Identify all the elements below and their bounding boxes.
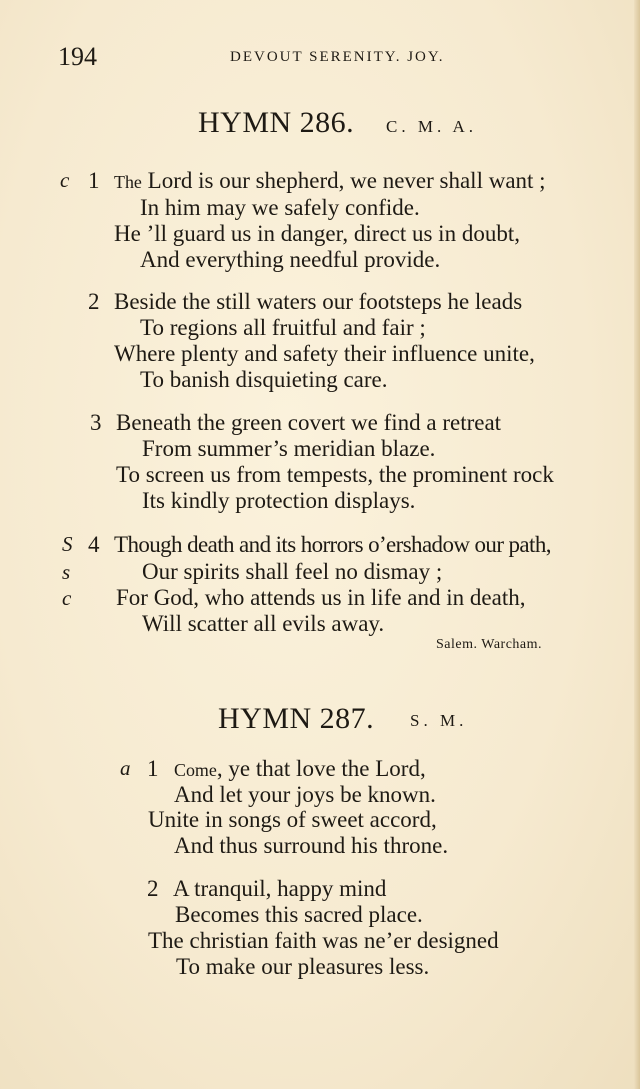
- verse-line: For God, who attends us in life and in death,: [116, 585, 526, 610]
- small-caps-lead: Come: [174, 760, 217, 780]
- verse-number: 1: [147, 756, 159, 781]
- page-number: 194: [58, 42, 97, 71]
- verse-number: 2: [88, 289, 100, 314]
- verse-line: Our spirits shall feel no dismay ;: [142, 559, 443, 584]
- hymn-286-meter: C. M. A.: [386, 117, 478, 136]
- verse-line: And let your joys be known.: [174, 782, 436, 807]
- verse-number: 4: [88, 532, 100, 557]
- verse-line: From summer’s meridian blaze.: [142, 436, 436, 461]
- verse-line: Will scatter all evils away.: [142, 611, 385, 636]
- hymn-287-title: HYMN 287.: [218, 702, 375, 735]
- verse-line: And everything needful provide.: [140, 247, 441, 272]
- verse-line: In him may we safely confide.: [140, 195, 420, 220]
- verse-line: Where plenty and safety their influence unite,: [114, 341, 535, 366]
- dynamic-mark: c: [62, 586, 72, 610]
- verse-line: To banish disquieting care.: [140, 367, 388, 392]
- dynamic-mark: S: [62, 532, 73, 556]
- verse-number: 1: [88, 168, 100, 193]
- verse-number: 2: [147, 876, 159, 901]
- verse-line: He ’ll guard us in danger, direct us in doubt,: [114, 221, 520, 246]
- verse-line: Becomes this sacred place.: [175, 902, 423, 927]
- verse-line: To make our pleasures less.: [176, 954, 430, 979]
- verse-line: Its kindly protection displays.: [142, 488, 416, 513]
- page-edge: [634, 0, 640, 1089]
- hymn-286-title: HYMN 286.: [198, 106, 355, 139]
- verse-line: Beneath the green covert we find a retreat: [116, 410, 502, 435]
- dynamic-mark: a: [120, 756, 131, 780]
- verse-number: 3: [90, 410, 102, 435]
- verse-line: [114, 169, 546, 192]
- verse-line-rest: Lord is our shepherd, we never shall want ;: [141, 168, 546, 193]
- verse-line: Though death and its horrors o’ershadow our path,: [114, 532, 551, 557]
- small-caps-lead: The: [114, 172, 142, 192]
- verse-line: Unite in songs of sweet accord,: [148, 807, 437, 832]
- verse-line: The christian faith was ne’er designed: [148, 928, 499, 953]
- verse-line: A tranquil, happy mind: [173, 876, 387, 901]
- dynamic-mark: s: [62, 560, 71, 584]
- verse-line: And thus surround his throne.: [174, 833, 449, 858]
- verse-line: To regions all fruitful and fair ;: [140, 315, 426, 340]
- tune-names: Salem. Warcham.: [436, 637, 543, 652]
- dynamic-mark: c: [60, 168, 70, 192]
- running-title: DEVOUT SERENITY. JOY.: [230, 49, 445, 65]
- verse-line-rest: , ye that love the Lord,: [216, 756, 426, 781]
- hymn-287-meter: S. M.: [410, 711, 468, 730]
- verse-line: Beside the still waters our footsteps he leads: [114, 289, 523, 314]
- verse-line: [174, 757, 426, 780]
- verse-line: To screen us from tempests, the prominent rock: [116, 462, 554, 487]
